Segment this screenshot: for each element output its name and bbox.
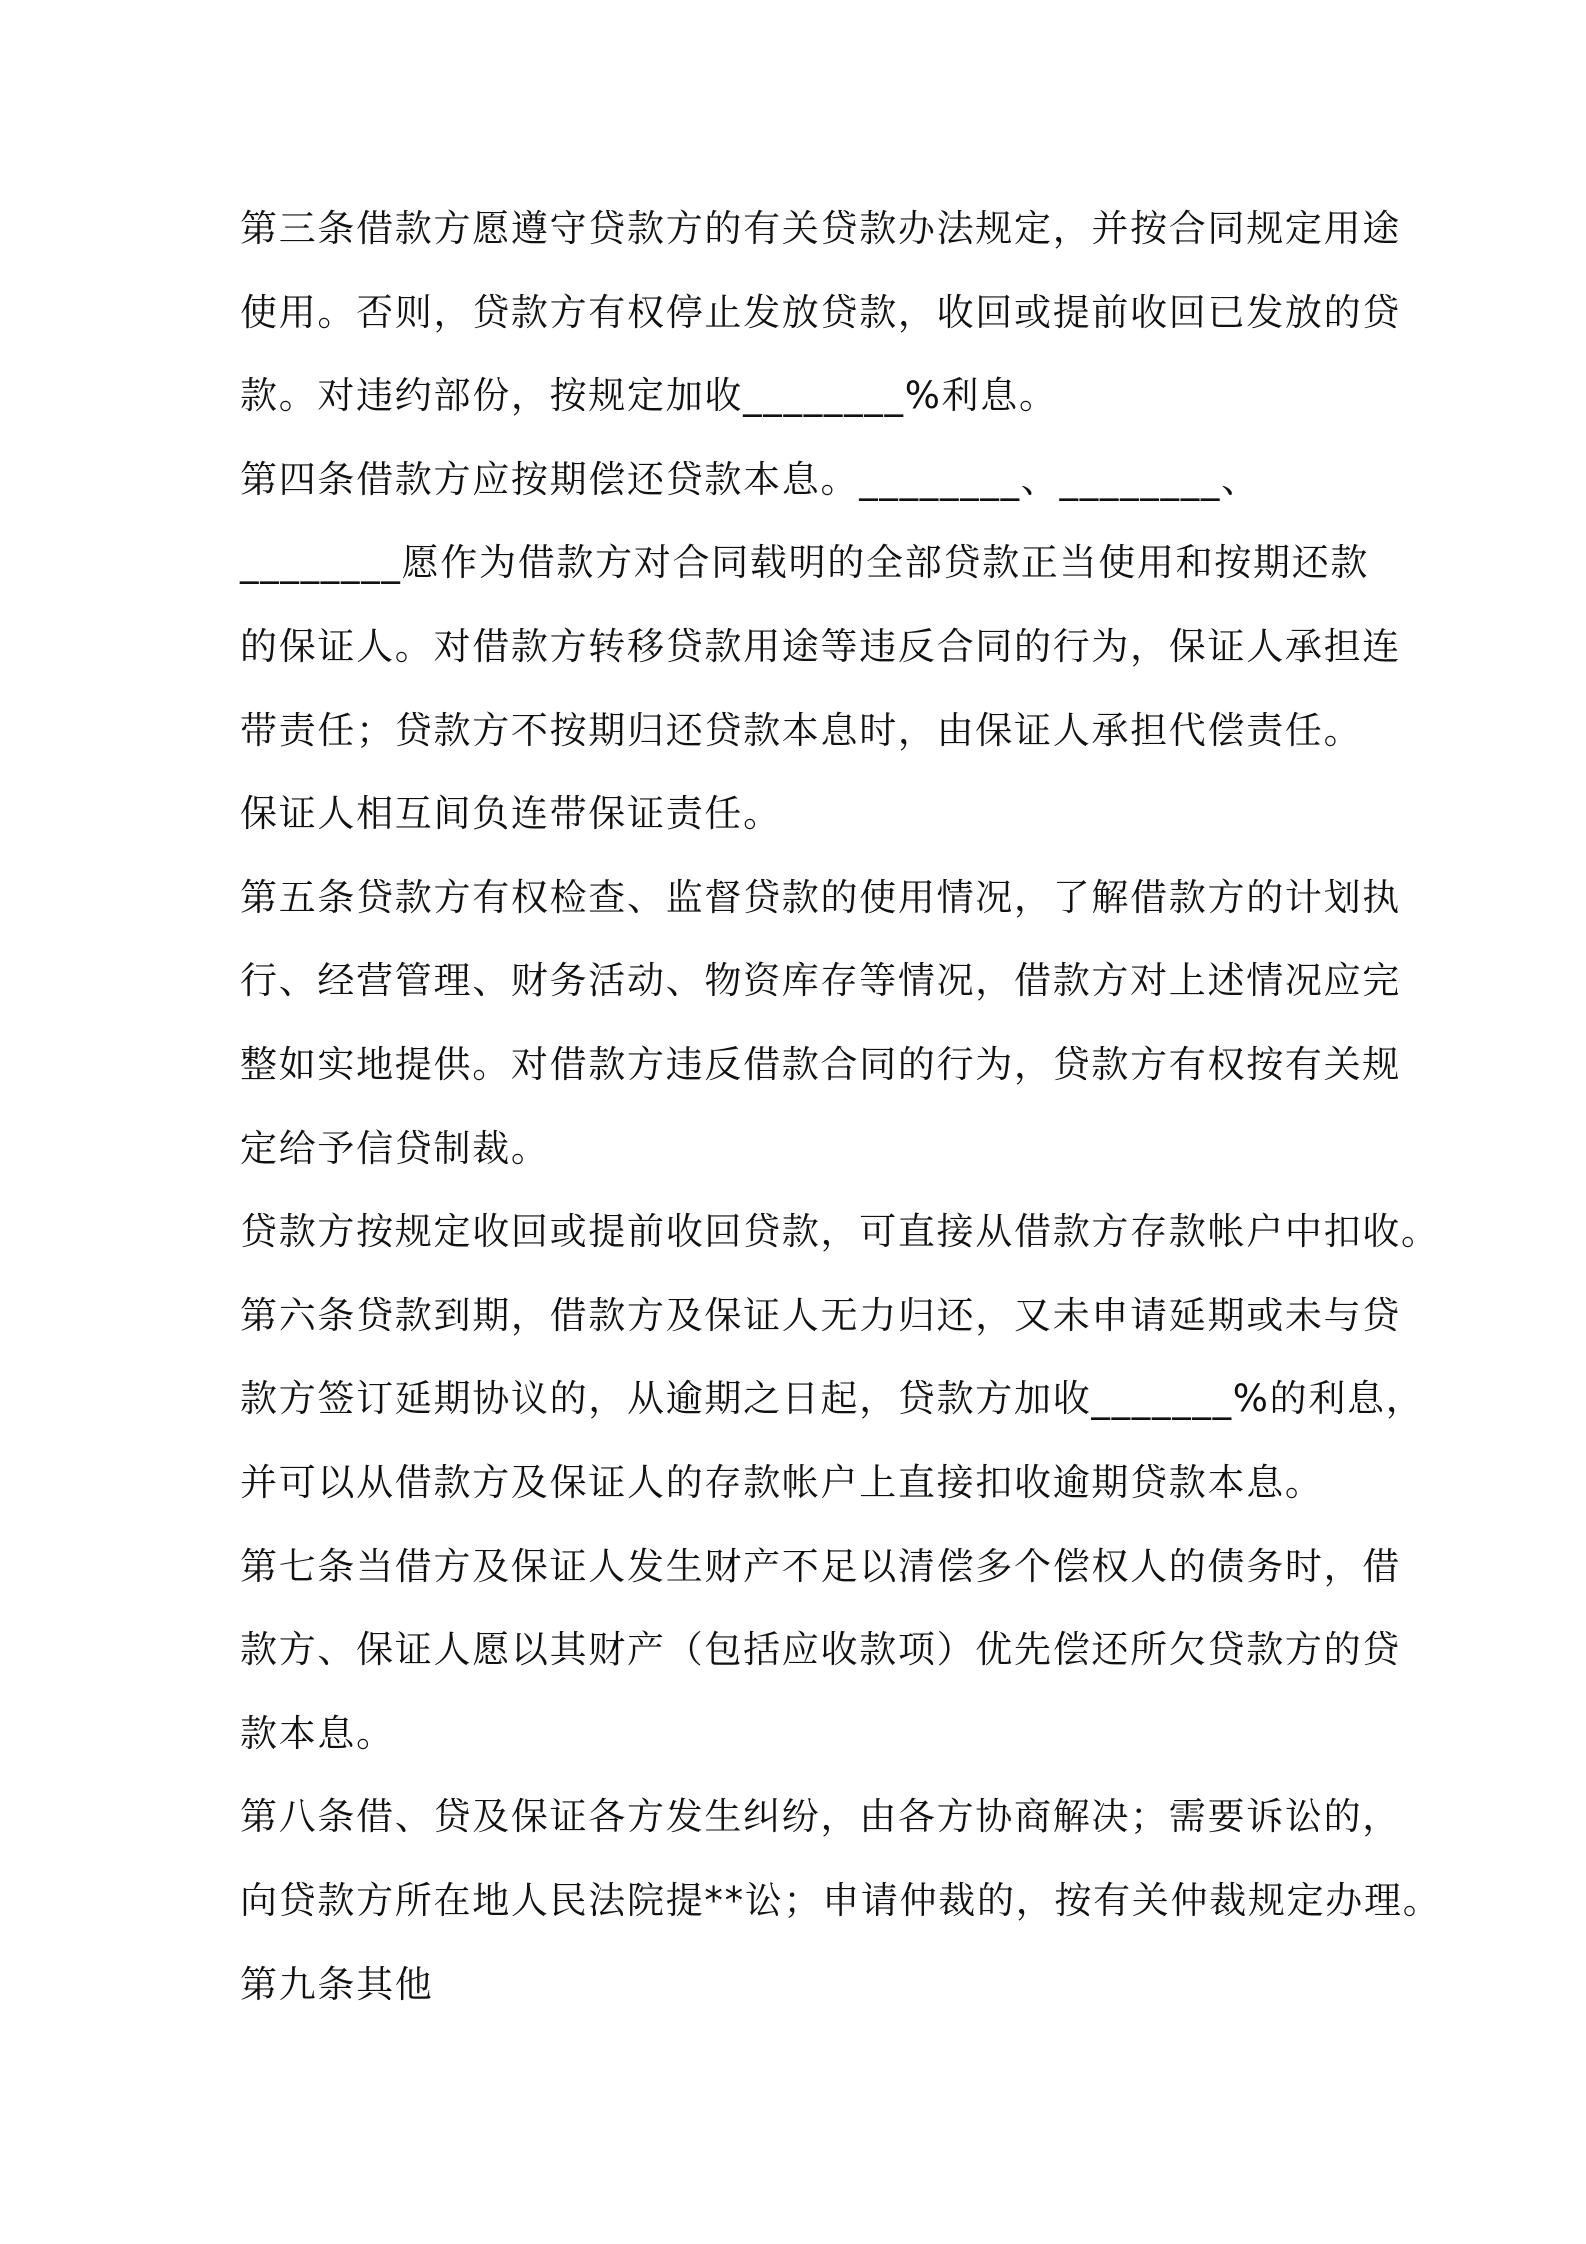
text-line: ________愿作为借款方对合同载明的全部贷款正当使用和按期还款 (240, 541, 1370, 584)
text-line: 第六条贷款到期，借款方及保证人无力归还，又未申请延期或未与贷 (240, 1294, 1401, 1337)
text-line: 第三条借款方愿遵守贷款方的有关贷款办法规定，并按合同规定用途 (240, 207, 1401, 250)
text-line: 第八条借、贷及保证各方发生纠纷，由各方协商解决；需要诉讼的， (240, 1795, 1401, 1838)
text-line: 贷款方按规定收回或提前收回贷款，可直接从借款方存款帐户中扣收。 (240, 1210, 1440, 1253)
text-line: 第九条其他 (240, 1963, 434, 2006)
text-line: 款本息。 (240, 1712, 395, 1755)
text-line: 的保证人。对借款方转移贷款用途等违反合同的行为，保证人承担连 (240, 625, 1401, 668)
text-line: 整如实地提供。对借款方违反借款合同的行为，贷款方有权按有关规 (240, 1043, 1401, 1086)
text-line: 行、经营管理、财务活动、物资库存等情况，借款方对上述情况应完 (240, 959, 1401, 1002)
text-line: 使用。否则，贷款方有权停止发放贷款，收回或提前收回已发放的贷 (240, 291, 1401, 334)
text-line: 款。对违约部份，按规定加收________%利息。 (240, 374, 1058, 417)
text-line: 第四条借款方应按期偿还贷款本息。________、________、 (240, 458, 1260, 501)
text-line: 款方、保证人愿以其财产（包括应收款项）优先偿还所欠贷款方的贷 (240, 1628, 1401, 1671)
text-line: 第五条贷款方有权检查、监督贷款的使用情况，了解借款方的计划执 (240, 876, 1401, 919)
text-line: 向贷款方所在地人民法院提**讼；申请仲裁的，按有关仲裁规定办理。 (240, 1879, 1442, 1922)
text-line: 带责任；贷款方不按期归还贷款本息时，由保证人承担代偿责任。 (240, 709, 1363, 752)
text-line: 款方签订延期协议的，从逾期之日起，贷款方加收_______%的利息， (240, 1377, 1425, 1420)
text-line: 第七条当借方及保证人发生财产不足以清偿多个偿权人的债务时，借 (240, 1545, 1401, 1588)
text-line: 保证人相互间负连带保证责任。 (240, 792, 782, 835)
text-line: 定给予信贷制裁。 (240, 1127, 550, 1170)
text-line: 并可以从借款方及保证人的存款帐户上直接扣收逾期贷款本息。 (240, 1461, 1324, 1504)
